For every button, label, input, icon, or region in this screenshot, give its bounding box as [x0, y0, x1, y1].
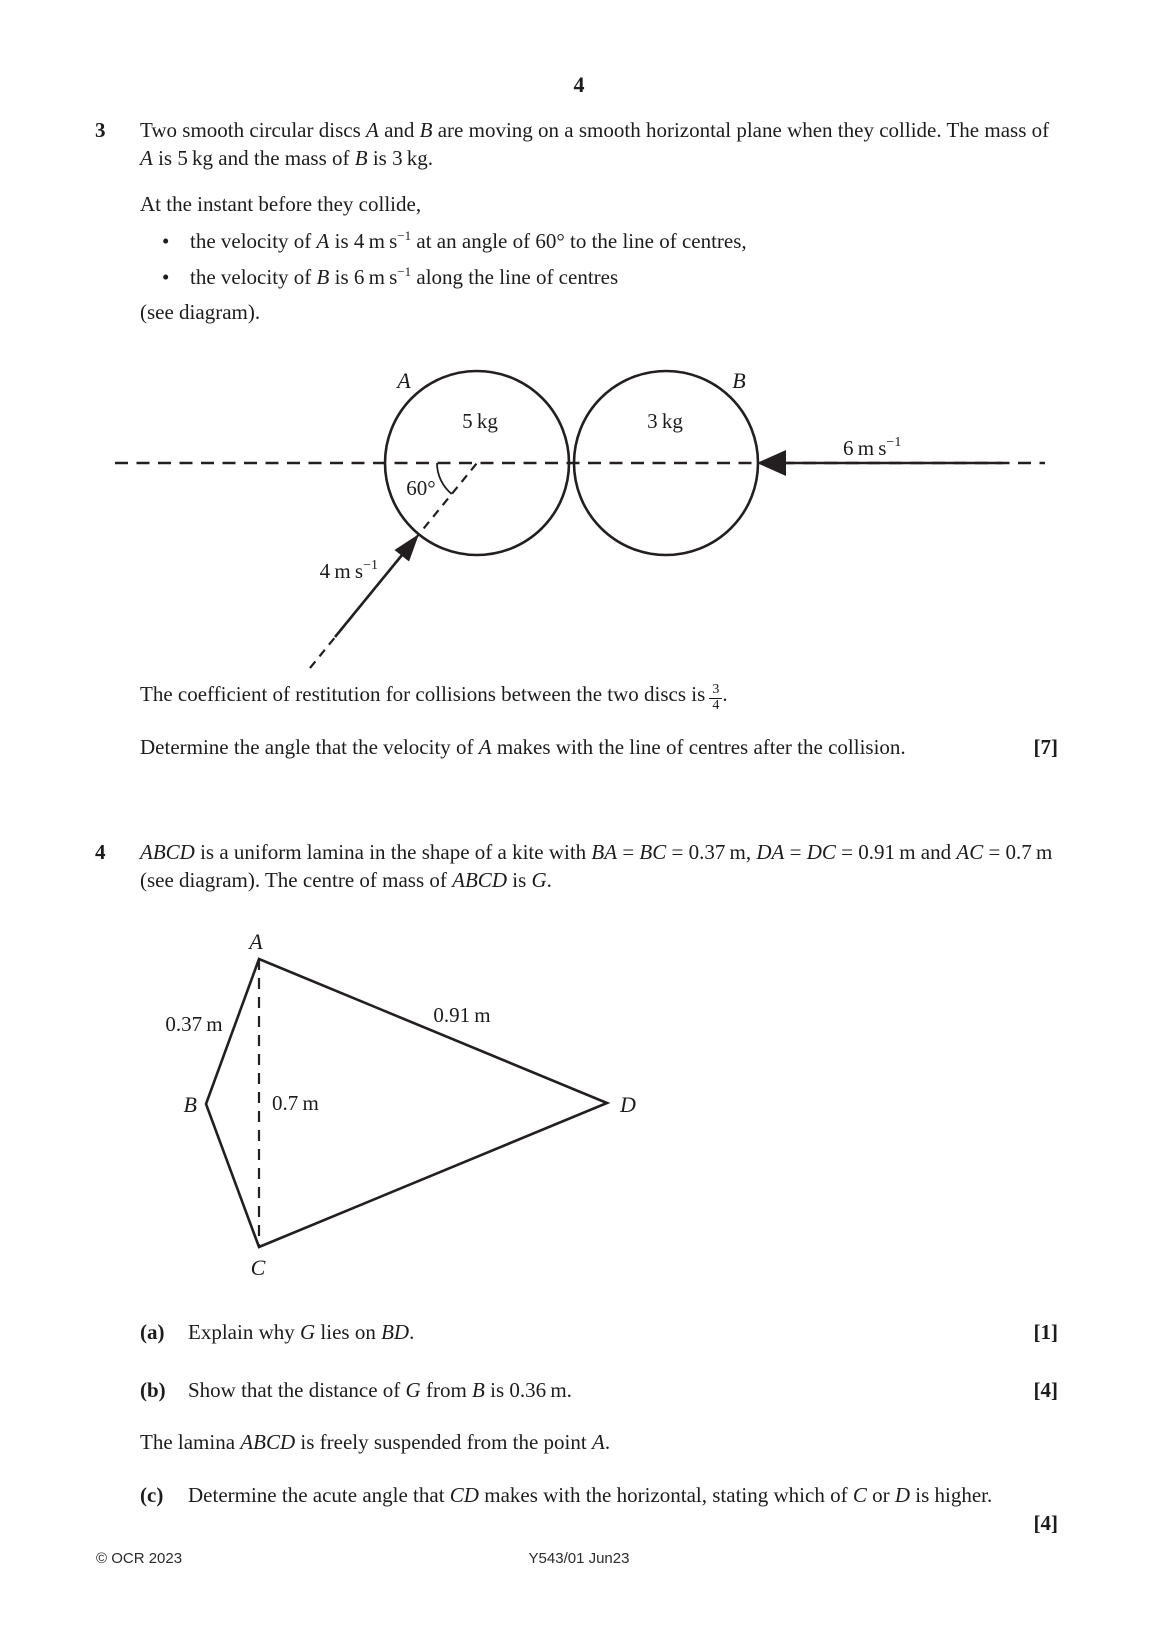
- velocity-a-label: 4 m $s^{-1}$: [319, 558, 378, 583]
- disc-b-circle: [574, 371, 758, 555]
- fraction-numerator: 3: [712, 682, 720, 697]
- bullet-icon: •: [162, 229, 170, 253]
- kite-lamina-diagram: [140, 895, 660, 1290]
- paper-reference: Y543/01 Jun23: [528, 1550, 630, 1567]
- restitution-text: The coefficient of restitution for collisions between the two discs is: [140, 682, 706, 706]
- part-a-text: Explain why G lies on BD.: [188, 1320, 415, 1344]
- question-3-number: 3: [95, 118, 106, 142]
- vertex-d-label: D: [620, 1092, 636, 1117]
- part-b-text: Show that the distance of G from B is 0.36 m.: [188, 1378, 572, 1402]
- question-3-marks: [7]: [1033, 735, 1058, 759]
- restitution-fraction: [709, 683, 722, 713]
- velocity-b-arrowhead-icon: [757, 450, 786, 476]
- side-ad-length-label: 0.91 m: [433, 1003, 491, 1027]
- question-4-number: 4: [95, 840, 106, 864]
- question-4-intro: ABCD is a uniform lamina in the shape of a kite with BA = BC = 0.37 m, DA = DC = 0.91 m and AC = 0.7 m (see diagram). The centre of mass of ABCD is G.: [140, 840, 1053, 892]
- part-a-marks: [1]: [1033, 1320, 1058, 1344]
- disc-a-label: A: [397, 368, 411, 393]
- fraction-denominator: 4: [709, 698, 722, 714]
- question-3-bullet-2: the velocity of B is 6 m $s^{-1}$ along the line of centres: [190, 264, 619, 289]
- angle-label: 60°: [406, 476, 436, 500]
- vertex-b-label: B: [183, 1092, 197, 1117]
- question-3-restitution: [140, 680, 1056, 713]
- question-3-before-collide: At the instant before they collide,: [140, 192, 422, 216]
- side-ab-length-label: 0.37 m: [165, 1012, 223, 1036]
- kite-outline: [206, 959, 607, 1247]
- discs-collision-diagram: [90, 350, 1080, 690]
- part-b-marks: [4]: [1033, 1378, 1058, 1402]
- question-3-see-diagram: (see diagram).: [140, 300, 261, 324]
- velocity-b-label: 6 m $s^{-1}$: [843, 435, 902, 460]
- copyright-notice: © OCR 2023: [96, 1550, 183, 1567]
- part-a-label: (a): [140, 1320, 165, 1344]
- disc-b-label: B: [732, 368, 746, 393]
- part-c-label: (c): [140, 1483, 164, 1507]
- disc-a-mass-label: 5 kg: [462, 409, 498, 433]
- diagonal-ac-length-label: 0.7 m: [272, 1091, 319, 1115]
- disc-b-mass-label: 3 kg: [647, 409, 683, 433]
- part-c-text: Determine the acute angle that CD makes with the horizontal, stating which of C or D is higher.: [188, 1483, 993, 1507]
- question-3-intro: Two smooth circular discs A and B are moving on a smooth horizontal plane when they collide. The mass of A is 5 kg and the mass of B is 3 kg.: [140, 118, 1050, 170]
- vertex-c-label: C: [250, 1255, 266, 1280]
- part-c-marks: [4]: [1033, 1511, 1058, 1535]
- restitution-period: .: [722, 682, 728, 706]
- question-3-bullet-1: the velocity of A is 4 m $s^{-1}$ at an angle of 60° to the line of centres,: [190, 228, 747, 253]
- vertex-a-label: A: [249, 929, 263, 954]
- question-3-determine: Determine the angle that the velocity of A makes with the line of centres after the collision.: [140, 735, 906, 759]
- part-b-label: (b): [140, 1378, 166, 1402]
- page-number: 4: [573, 72, 585, 97]
- bullet-icon: •: [162, 265, 170, 289]
- velocity-a-arrowhead-icon: [395, 534, 420, 562]
- question-4-suspended: The lamina ABCD is freely suspended from the point A.: [140, 1430, 611, 1454]
